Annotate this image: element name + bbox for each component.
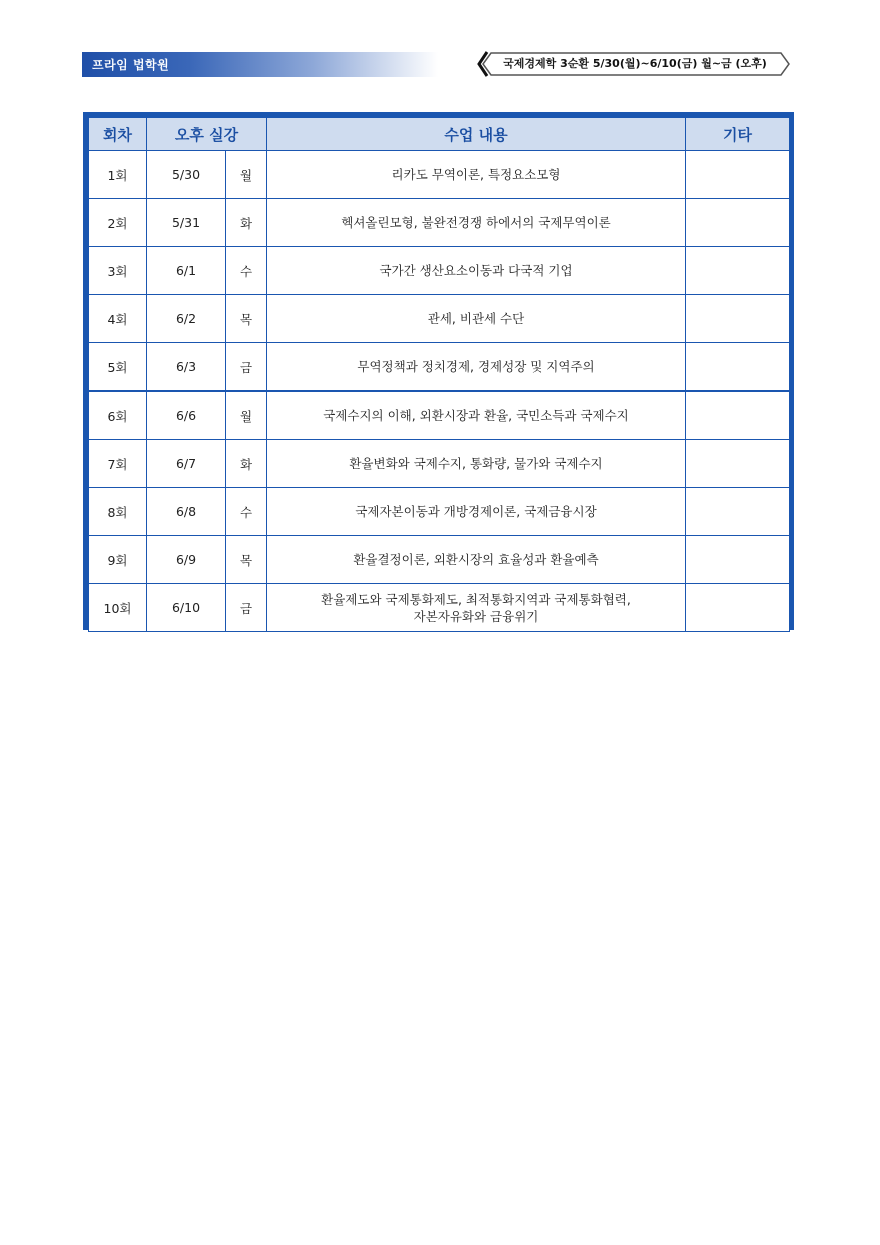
cell-round: 5회 — [89, 343, 147, 392]
table-row — [89, 247, 790, 295]
cell-date: 6/10 — [147, 584, 226, 632]
schedule-table-frame — [83, 112, 794, 630]
table-row — [89, 584, 790, 632]
cell-date: 6/3 — [147, 343, 226, 392]
cell-round: 1회 — [89, 151, 147, 199]
cell-date: 6/6 — [147, 391, 226, 440]
cell-content — [267, 488, 686, 536]
table-row — [89, 391, 790, 440]
cell-etc — [686, 536, 790, 584]
cell-round: 6회 — [89, 391, 147, 440]
table-row — [89, 199, 790, 247]
cell-day: 월 — [226, 151, 267, 199]
cell-day: 목 — [226, 536, 267, 584]
cell-day: 수 — [226, 247, 267, 295]
content-line: 환율변화와 국제수지, 통화량, 물가와 국제수지 — [349, 456, 603, 471]
content-line: 국가간 생산요소이동과 다국적 기업 — [379, 263, 573, 278]
cell-round: 10회 — [89, 584, 147, 632]
header-content: 수업 내용 — [267, 118, 686, 151]
cell-etc — [686, 151, 790, 199]
table-row — [89, 295, 790, 343]
cell-day: 수 — [226, 488, 267, 536]
cell-content — [267, 536, 686, 584]
cell-date: 6/7 — [147, 440, 226, 488]
course-banner — [477, 50, 793, 78]
table-row — [89, 151, 790, 199]
content-line: 관세, 비관세 수단 — [427, 311, 525, 326]
table-row — [89, 488, 790, 536]
brand-name: 프라임 법학원 — [92, 58, 170, 72]
cell-round: 9회 — [89, 536, 147, 584]
cell-round: 3회 — [89, 247, 147, 295]
content-line: 국제수지의 이해, 외환시장과 환율, 국민소득과 국제수지 — [323, 408, 629, 423]
cell-round: 4회 — [89, 295, 147, 343]
cell-date: 5/31 — [147, 199, 226, 247]
content-line: 국제자본이동과 개방경제이론, 국제금융시장 — [355, 504, 597, 519]
schedule-table — [88, 117, 790, 632]
cell-day: 월 — [226, 391, 267, 440]
header-round: 회차 — [89, 118, 147, 151]
brand-bar — [82, 52, 438, 77]
table-header-row — [89, 118, 790, 151]
cell-content — [267, 247, 686, 295]
cell-etc — [686, 343, 790, 392]
cell-round: 7회 — [89, 440, 147, 488]
cell-etc — [686, 247, 790, 295]
cell-etc — [686, 295, 790, 343]
table-row — [89, 343, 790, 392]
content-line: 자본자유화와 금융위기 — [413, 608, 539, 624]
cell-date: 6/2 — [147, 295, 226, 343]
cell-etc — [686, 199, 790, 247]
cell-content — [267, 584, 686, 632]
cell-date: 6/1 — [147, 247, 226, 295]
cell-day: 화 — [226, 440, 267, 488]
table-row — [89, 440, 790, 488]
cell-etc — [686, 440, 790, 488]
content-line: 헥셔올린모형, 불완전경쟁 하에서의 국제무역이론 — [341, 215, 611, 230]
content-line: 리카도 무역이론, 특정요소모형 — [391, 167, 561, 182]
course-banner-text: 국제경제학 3순환 5/30(월)~6/10(금) 월~금 (오후) — [503, 57, 767, 70]
cell-content — [267, 343, 686, 392]
content-line: 환율결정이론, 외환시장의 효율성과 환율예측 — [353, 552, 599, 567]
cell-day: 목 — [226, 295, 267, 343]
cell-round: 2회 — [89, 199, 147, 247]
cell-content — [267, 199, 686, 247]
cell-day: 화 — [226, 199, 267, 247]
cell-date: 5/30 — [147, 151, 226, 199]
cell-day: 금 — [226, 343, 267, 392]
header-etc: 기타 — [686, 118, 790, 151]
cell-etc — [686, 391, 790, 440]
cell-content — [267, 440, 686, 488]
cell-content — [267, 295, 686, 343]
cell-round: 8회 — [89, 488, 147, 536]
cell-content — [267, 151, 686, 199]
cell-etc — [686, 488, 790, 536]
cell-etc — [686, 584, 790, 632]
table-row — [89, 536, 790, 584]
cell-date: 6/8 — [147, 488, 226, 536]
cell-day: 금 — [226, 584, 267, 632]
cell-date: 6/9 — [147, 536, 226, 584]
cell-content — [267, 391, 686, 440]
content-line: 무역정책과 정치경제, 경제성장 및 지역주의 — [357, 359, 595, 374]
header-schedule: 오후 실강 — [147, 118, 267, 151]
content-line: 환율제도와 국제통화제도, 최적통화지역과 국제통화협력, — [321, 591, 631, 607]
